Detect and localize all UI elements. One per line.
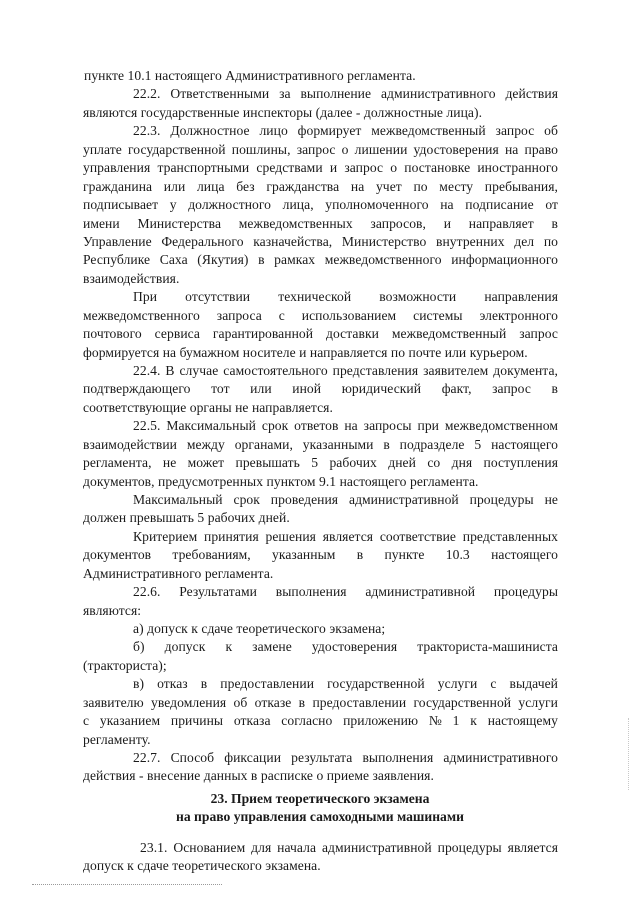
text-line [0, 288, 640, 306]
text-line [0, 436, 640, 454]
line-text: межведомственного запроса с использованием системы электронного [83, 308, 558, 323]
line-text: должен превышать 5 рабочих дней. [83, 510, 290, 525]
line-text: подтверждающего тот или иной юридический факт, запрос в [83, 381, 558, 396]
text-line [0, 857, 640, 875]
section-heading-line-2: на право управления самоходными машинами [176, 809, 464, 824]
line-text: управления транспортными средствами и запрос о постановке иностранного [83, 160, 558, 175]
text-line [0, 473, 640, 491]
text-line [0, 344, 640, 362]
line-text: допуск к сдаче теоретического экзамена. [83, 858, 321, 873]
line-text: являются государственные инспекторы (далее - должностные лица). [83, 105, 483, 120]
text-line [0, 196, 640, 214]
text-line [0, 215, 640, 233]
text-line [0, 399, 640, 417]
line-text: являются: [83, 603, 142, 618]
line-text: действия - внесение данных в расписке о приеме заявления. [83, 768, 434, 783]
line-text: взаимодействии между органами, указанными в подразделе 5 настоящего [83, 437, 558, 452]
line-text: При отсутствии технической возможности направления [133, 289, 558, 304]
text-line [0, 767, 640, 785]
line-text: б) допуск к замене удостоверения тракториста-машиниста [133, 639, 558, 654]
line-text: (тракториста); [83, 658, 167, 673]
line-text: Управление Федерального казначейства, Министерство внутренних дел по [83, 234, 558, 249]
line-text: Республике Саха (Якутия) в рамках межведомственного информационного [83, 252, 558, 267]
text-line [0, 565, 640, 583]
line-text: Административного регламента. [83, 566, 274, 581]
text-line [0, 325, 640, 343]
line-text: подписывает у должностного лица, уполномоченного на подписание от [83, 197, 558, 212]
text-line [0, 233, 640, 251]
text-line [0, 141, 640, 159]
text-line [0, 454, 640, 472]
line-text: 22.5. Максимальный срок ответов на запросы при межведомственном [133, 418, 558, 433]
text-line [0, 583, 640, 601]
text-line [0, 749, 640, 767]
footnote-rule [32, 884, 222, 885]
text-line [0, 85, 640, 103]
text-line [0, 362, 640, 380]
line-text: регламента, не может превышать 5 рабочих дней со дня поступления [83, 455, 558, 470]
text-line [0, 694, 640, 712]
line-text: взаимодействия. [83, 271, 180, 286]
text-line [0, 122, 640, 140]
text-line [0, 270, 640, 288]
section-heading-line-1: 23. Прием теоретического экзамена [210, 791, 430, 806]
line-text: формируется на бумажном носителе и направляется по почте или курьером. [83, 345, 528, 360]
text-line [0, 657, 640, 675]
line-text: заявителю уведомления об отказе в предоставлении государственной услуги [83, 695, 558, 710]
text-line [0, 67, 640, 85]
line-text: 22.7. Способ фиксации результата выполнения административного [133, 750, 558, 765]
line-text: гражданина или лица без гражданства на учет по месту пребывания, [83, 179, 558, 194]
line-text: 22.3. Должностное лицо формирует межведомственный запрос об [133, 123, 558, 138]
text-line [0, 104, 640, 122]
line-text: 22.2. Ответственными за выполнение административного действия [133, 86, 558, 101]
text-line [0, 839, 640, 857]
text-line [0, 417, 640, 435]
text-line [0, 638, 640, 656]
line-text: имени Министерства межведомственных запросов, и направляет в [83, 216, 558, 231]
line-text: а) допуск к сдаче теоретического экзамена; [133, 621, 386, 636]
line-text: Максимальный срок проведения административной процедуры не [133, 492, 558, 507]
line-text: Критерием принятия решения является соответствие представленных [133, 529, 558, 544]
text-line [0, 251, 640, 269]
line-text: 22.6. Результатами выполнения административной процедуры [133, 584, 558, 599]
line-text: уплате государственной пошлины, запрос о лишении удостоверения на право [83, 142, 558, 157]
line-text: пункте 10.1 настоящего Административного регламента. [84, 68, 416, 83]
line-text: с указанием причины отказа согласно приложению № 1 к настоящему [83, 713, 558, 728]
line-text: 22.4. В случае самостоятельного представления заявителем документа, [133, 363, 558, 378]
text-line [0, 509, 640, 527]
text-line [0, 712, 640, 730]
line-text: документов требованиям, указанным в пункте 10.3 настоящего [83, 547, 558, 562]
text-line [0, 307, 640, 325]
text-line [0, 491, 640, 509]
text-line [0, 380, 640, 398]
text-line [0, 178, 640, 196]
text-line [0, 528, 640, 546]
text-line [0, 159, 640, 177]
line-text: 23.1. Основанием для начала административной процедуры является [140, 840, 558, 855]
line-text: соответствующие органы не направляется. [83, 400, 333, 415]
text-line [0, 546, 640, 564]
line-text: почтового сервиса гарантированной доставки межведомственный запрос [83, 326, 558, 341]
scan-margin-mark [628, 718, 629, 790]
text-line [0, 731, 640, 749]
text-line [0, 675, 640, 693]
line-text: документов, предусмотренных пунктом 9.1 настоящего регламента. [83, 474, 479, 489]
text-line [0, 602, 640, 620]
text-line [0, 620, 640, 638]
line-text: регламенту. [83, 732, 151, 747]
line-text: в) отказ в предоставлении государственной услуги с выдачей [133, 676, 558, 691]
